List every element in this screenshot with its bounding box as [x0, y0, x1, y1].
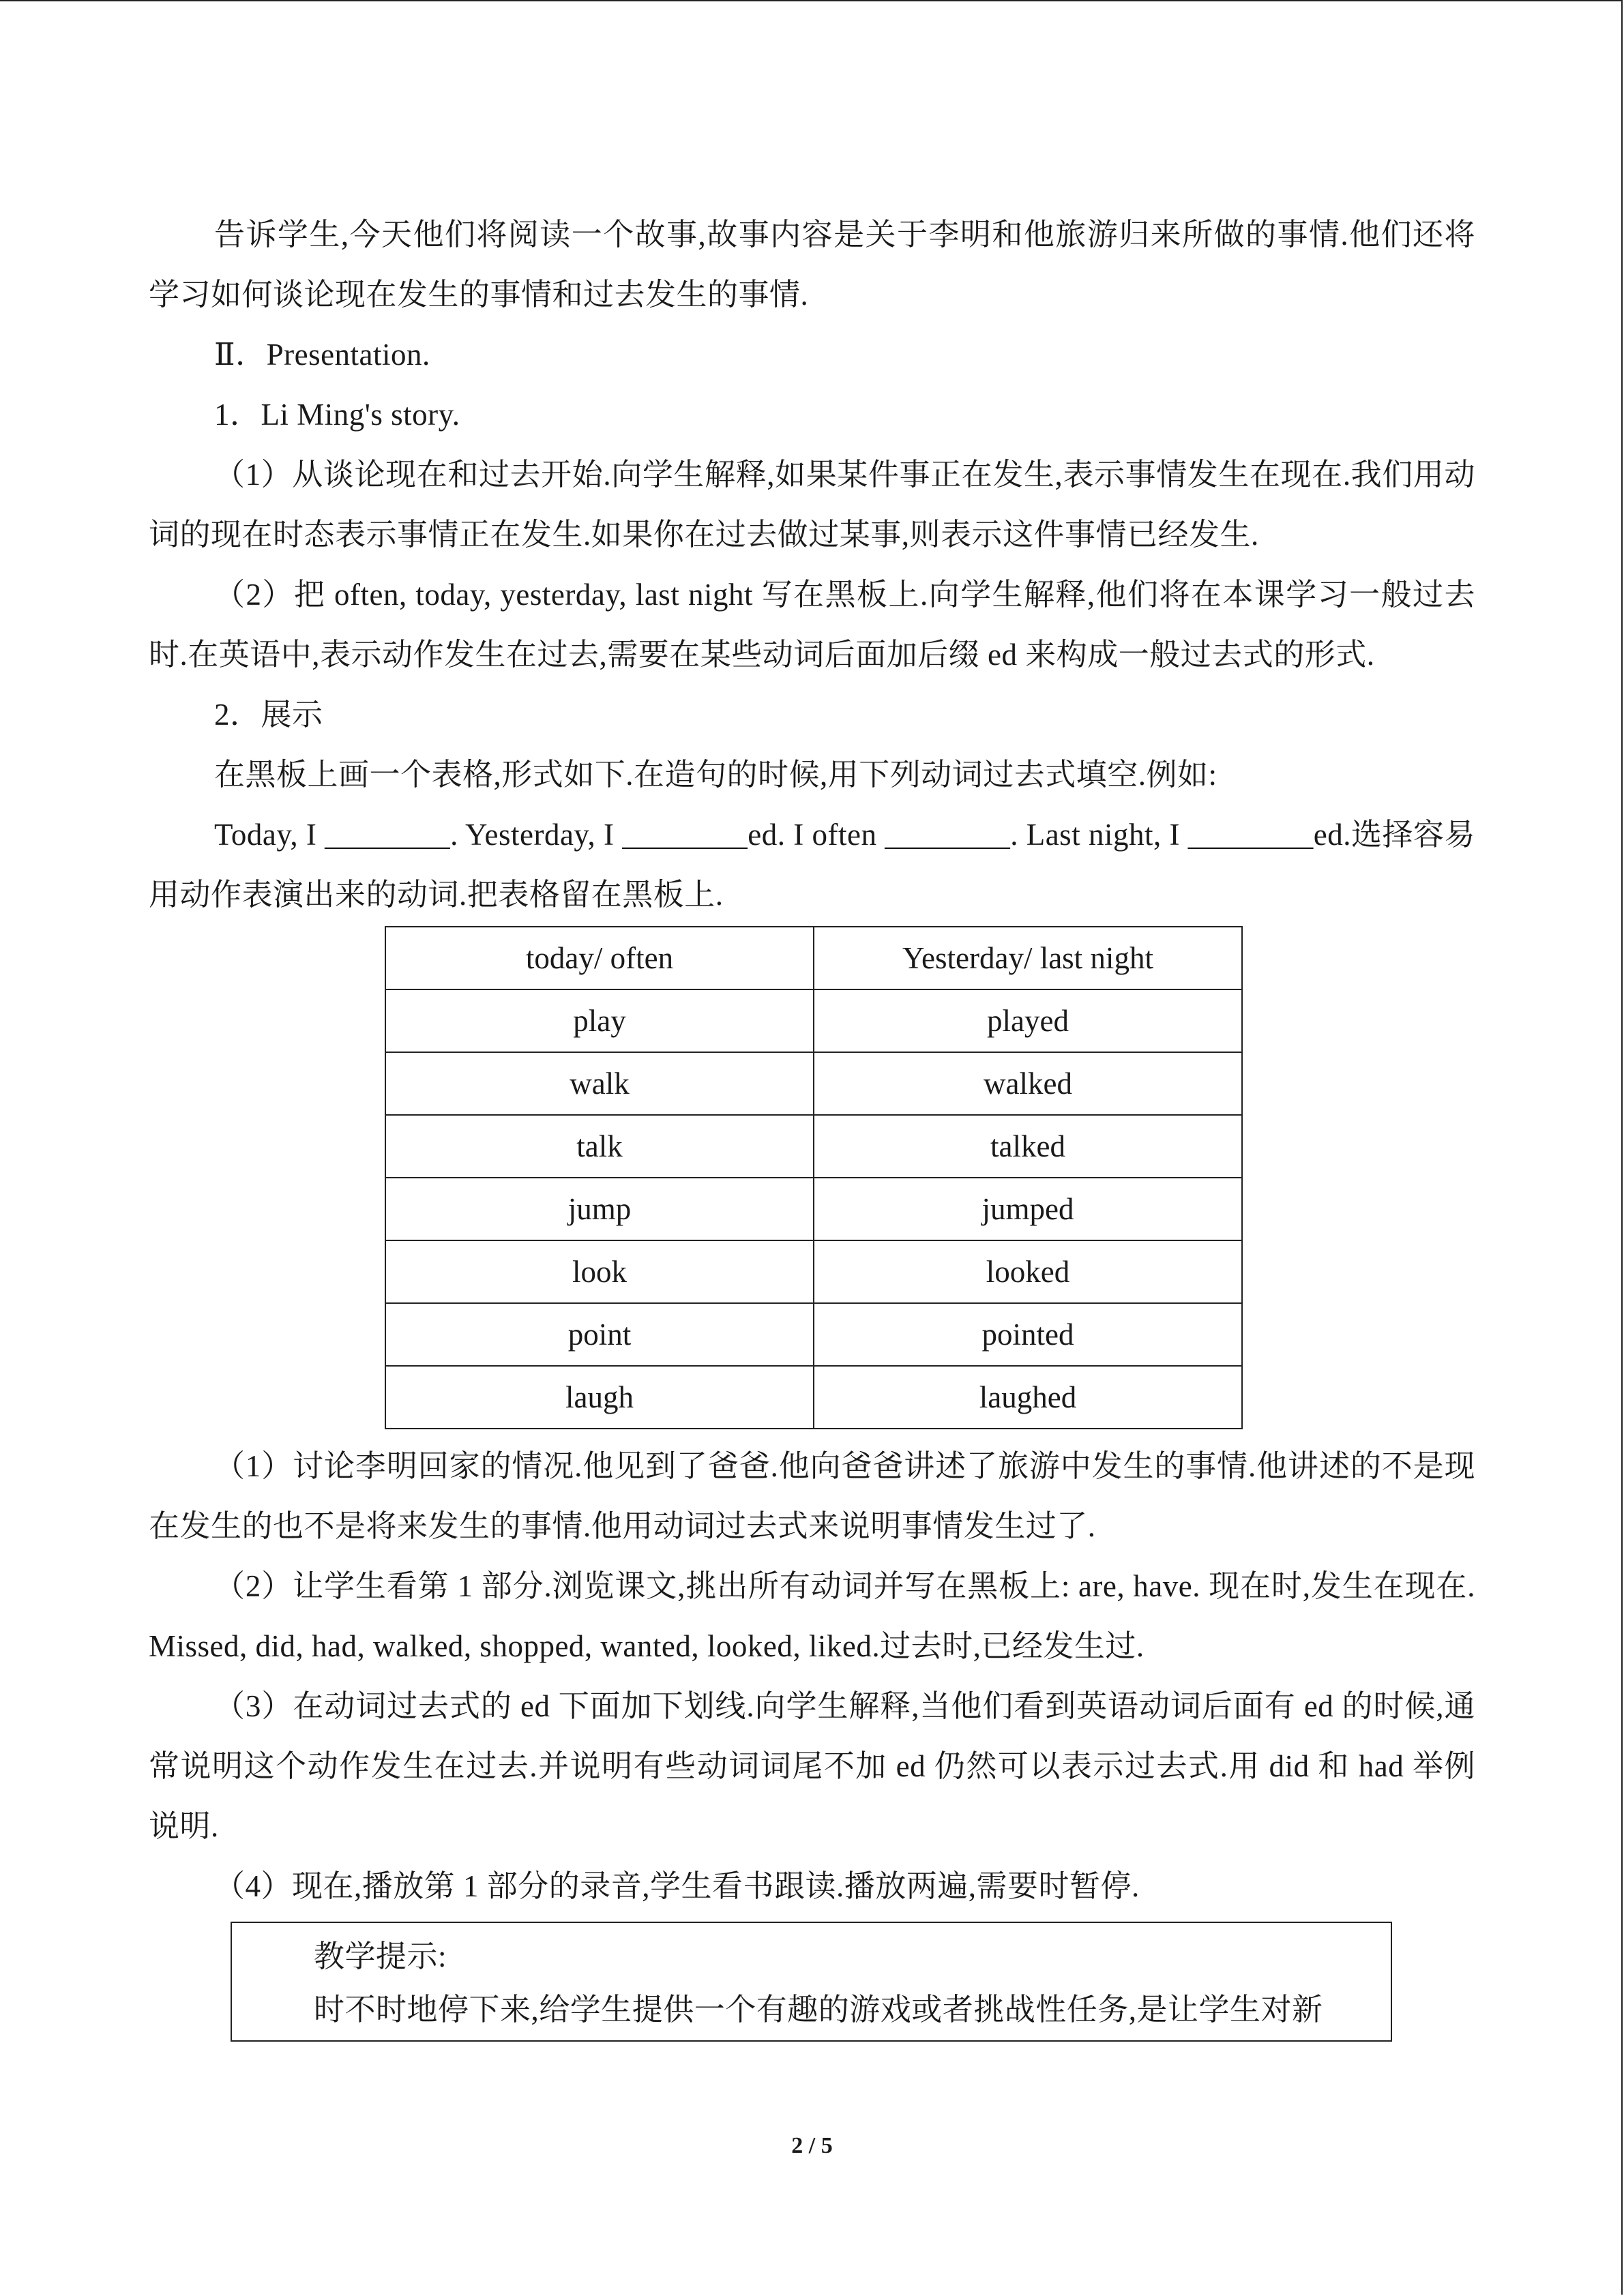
verb-past-cell: looked	[814, 1240, 1242, 1303]
paragraph-after-2: （2）让学生看第 1 部分.浏览课文,挑出所有动词并写在黑板上: are, have. 现在时,发生在现在. Missed, did, had, walked, shopped, wanted, looked, liked.过去时,已经发生过.	[149, 1569, 1475, 1663]
verb-past-cell: talked	[814, 1115, 1242, 1178]
verb-table	[385, 926, 1243, 1429]
paragraph-item2-example: Today, I ________. Yesterday, I ________ed. I often ________. Last night, I ________ed.选择容易用动作表演出来的动词.把表格留在黑板上.	[149, 818, 1475, 912]
paragraph-intro: 告诉学生,今天他们将阅读一个故事,故事内容是关于李明和他旅游归来所做的事情.他们还将学习如何谈论现在发生的事情和过去发生的事情.	[149, 218, 1475, 312]
table-row	[385, 1303, 1242, 1366]
table-row	[385, 1052, 1242, 1115]
paragraph-item1-1: （1）从谈论现在和过去开始.向学生解释,如果某件事正在发生,表示事情发生在现在.我们用动词的现在时态表示事情正在发生.如果你在过去做过某事,则表示这件事情已经发生.	[149, 458, 1475, 552]
verb-table-header-row	[385, 927, 1242, 989]
table-row	[385, 1178, 1242, 1240]
table-row	[385, 1240, 1242, 1303]
teaching-tip-box	[231, 1922, 1392, 2042]
document-body	[149, 205, 1475, 2042]
verb-present-cell: walk	[385, 1052, 814, 1115]
verb-table-header-present: today/ often	[385, 927, 814, 989]
table-row	[385, 989, 1242, 1052]
table-row	[385, 1115, 1242, 1178]
verb-past-cell: laughed	[814, 1366, 1242, 1429]
verb-present-cell: laugh	[385, 1366, 814, 1429]
item-heading-display: 2．展示	[214, 698, 323, 732]
verb-present-cell: point	[385, 1303, 814, 1366]
verb-table-header-past: Yesterday/ last night	[814, 927, 1242, 989]
item-heading-li-ming-story: 1．Li Ming's story.	[214, 398, 460, 432]
teaching-tip-text: 时不时地停下来,给学生提供一个有趣的游戏或者挑战性任务,是让学生对新	[314, 1993, 1323, 2027]
section-heading-presentation: Ⅱ．Presentation.	[214, 338, 430, 372]
paragraph-after-4: （4）现在,播放第 1 部分的录音,学生看书跟读.播放两遍,需要时暂停.	[214, 1869, 1140, 1903]
verb-present-cell: jump	[385, 1178, 814, 1240]
paragraph-after-3: （3）在动词过去式的 ed 下面加下划线.向学生解释,当他们看到英语动词后面有 ed 的时候,通常说明这个动作发生在过去.并说明有些动词词尾不加 ed 仍然可以表示过去式.用 did 和 had 举例说明.	[149, 1689, 1475, 1843]
teaching-tip-title: 教学提示:	[314, 1939, 447, 1973]
verb-past-cell: walked	[814, 1052, 1242, 1115]
verb-past-cell: jumped	[814, 1178, 1242, 1240]
paragraph-after-1: （1）讨论李明回家的情况.他见到了爸爸.他向爸爸讲述了旅游中发生的事情.他讲述的不是现在发生的也不是将来发生的事情.他用动词过去式来说明事情发生过了.	[149, 1449, 1475, 1543]
verb-present-cell: play	[385, 989, 814, 1052]
table-row	[385, 1366, 1242, 1429]
verb-past-cell: pointed	[814, 1303, 1242, 1366]
verb-past-cell: played	[814, 989, 1242, 1052]
verb-present-cell: talk	[385, 1115, 814, 1178]
verb-present-cell: look	[385, 1240, 814, 1303]
paragraph-item2-instruction: 在黑板上画一个表格,形式如下.在造句的时候,用下列动词过去式填空.例如:	[214, 758, 1217, 792]
page-number: 2 / 5	[791, 2133, 833, 2158]
paragraph-item1-2: （2）把 often, today, yesterday, last night 写在黑板上.向学生解释,他们将在本课学习一般过去时.在英语中,表示动作发生在过去,需要在某些动词后面加后缀 ed 来构成一般过去式的形式.	[149, 578, 1475, 672]
